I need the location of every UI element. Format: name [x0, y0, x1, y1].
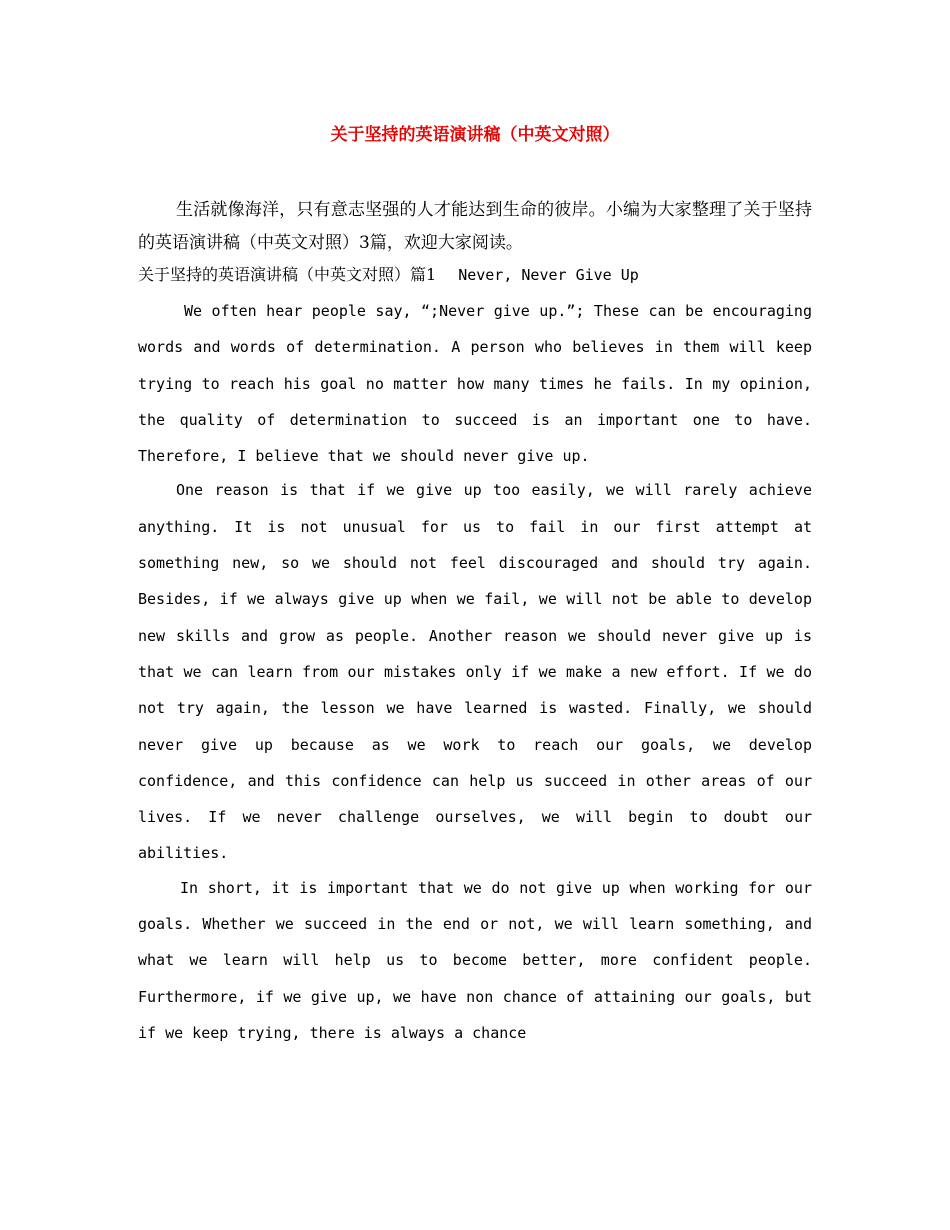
document-title: 关于坚持的英语演讲稿（中英文对照）: [330, 125, 620, 145]
intro-paragraph: 生活就像海洋，只有意志坚强的人才能达到生命的彼岸。小编为大家整理了关于坚持的英语演讲稿（中英文对照）3篇，欢迎大家阅读。: [138, 200, 812, 253]
section-heading: 关于坚持的英语演讲稿（中英文对照）篇1: [138, 265, 437, 284]
document-content: [138, 120, 812, 1051]
section-heading-line: [138, 260, 812, 290]
section-subtitle: Never, Never Give Up: [458, 266, 639, 284]
body-paragraph-2: One reason is that if we give up too easily, we will rarely achieve anything. It is not unusual for us to fail in our first attempt at something new, so we should not feel discouraged and should try again. Besides, if we always give up when we fail, we will not be able to develop new skills and grow as people. Another reason we should never give up is that we can learn from our mistakes only if we make a new effort. If we do not try again, the lesson we have learned is wasted. Finally, we should never give up because as we work to reach our goals, we develop confidence, and this confidence can help us succeed in other areas of our lives. If we never challenge ourselves, we will begin to doubt our abilities.: [138, 481, 812, 863]
body-paragraph-1: We often hear people say, “;Never give up.”; These can be encouraging words and words of determination. A person who believes in them will keep trying to reach his goal no matter how many times he fails. In my opinion, the quality of determination to succeed is an important one to have. Therefore, I believe that we should never give up.: [138, 302, 812, 466]
body-paragraph-3: In short, it is important that we do not give up when working for our goals. Whether we succeed in the end or not, we will learn something, and what we learn will help us to become better, more confident people. Furthermore, if we give up, we have non chance of attaining our goals, but if we keep trying, there is always a chance: [138, 878, 812, 1042]
